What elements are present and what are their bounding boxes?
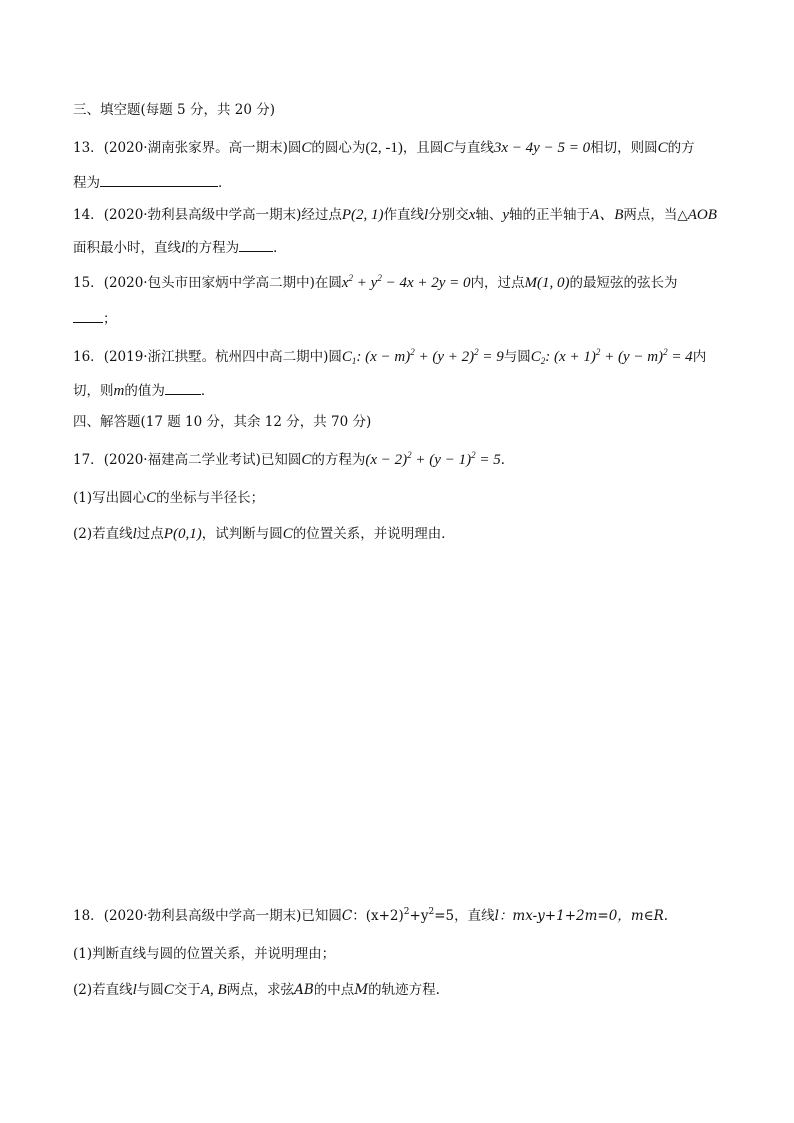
question-15-line-2: ； <box>73 309 734 329</box>
question-15-line-1: 15．(2020·包头市田家炳中学高二期中)在圆$x^2 + y^2 - 4x + 2y = 0$内，过点M(1, 0)的最短弦的弦长为 <box>73 273 678 291</box>
question-16-line-1: 16．(2019·浙江拱墅。杭州四中高二期中)圆$C_1$: $(x - m)^2 + (y + 2)^2 = 9$与圆$C_2$: $(x + 1)^2 + (y - m)^2 = 4$内 <box>73 347 707 366</box>
answer-blank[interactable] <box>165 381 201 395</box>
question-18-line-1: 18．(2020·勃利县高级中学高一期末)已知圆C：$(x+2)^2+y^2=5$，直线l：mx-y+1+2m=0，m∈R. <box>73 907 669 924</box>
math-expression: $x^2 + y^2 - 4x + 2y = 0$ <box>341 273 471 291</box>
answer-blank[interactable] <box>239 238 273 252</box>
section-heading-fill-in: 三、填空题(每题 5 分，共 20 分) <box>73 102 275 118</box>
question-source: (2020·福建高二学业考试) <box>103 452 261 468</box>
math-expression: P(2, 1) <box>341 207 384 223</box>
math-expression: M(1, 0) <box>524 275 570 291</box>
question-17-line-1: 17．(2020·福建高二学业考试)已知圆C的方程为$(x - 2)^2 + (y - 1)^2 = 5$． <box>73 450 515 468</box>
math-expression: A, B <box>200 982 227 998</box>
section-heading-solutions: 四、解答题(17 题 10 分，其余 12 分，共 70 分) <box>73 414 372 430</box>
math-expression: : $(x - m)^2 + (y + 2)^2 = 9$ <box>356 347 504 365</box>
question-source: (2020·湖南张家界。高一期末) <box>103 140 288 156</box>
math-symbol: C <box>301 140 312 156</box>
math-expression: : $(x + 1)^2 + (y - m)^2 = 4$ <box>545 347 693 365</box>
question-number: 16． <box>73 349 104 365</box>
question-16-line-2: 切，则m的值为 ． <box>73 383 215 399</box>
question-number: 18． <box>73 908 104 924</box>
question-17-part-1: (1)写出圆心C的坐标与半径长； <box>73 490 265 506</box>
question-number: 15． <box>73 275 104 291</box>
question-number: 14． <box>73 207 104 223</box>
question-number: 13． <box>73 140 104 156</box>
answer-blank[interactable] <box>100 173 218 187</box>
answer-blank[interactable] <box>73 309 103 323</box>
question-18-part-1: (1)判断直线与圆的位置关系，并说明理由； <box>73 946 336 962</box>
question-source: (2020·包头市田家炳中学高二期中) <box>103 275 315 291</box>
question-14-line-1: 14．(2020·勃利县高级中学高一期末)经过点P(2, 1)作直线l分别交x轴、y轴的正半轴于A、B两点，当△AOB <box>73 207 717 223</box>
question-number: 17． <box>73 452 104 468</box>
question-14-line-2: 面积最小时，直线l的方程为 ． <box>73 240 287 256</box>
question-13-line-2: 程为 ． <box>73 175 232 191</box>
question-13-line-1: 13．(2020·湖南张家界。高一期末)圆C的圆心为(2, -1)，且圆C与直线3x − 4y − 5 = 0相切，则圆C的方 <box>73 140 695 156</box>
question-17-part-2: (2)若直线l过点P(0,1)，试判断与圆C的位置关系，并说明理由． <box>73 526 455 542</box>
math-expression: P(0,1) <box>163 526 202 542</box>
question-18-part-2: (2)若直线l与圆C交于A, B两点，求弦AB的中点M的轨迹方程. <box>73 982 440 998</box>
question-source: (2020·勃利县高级中学高一期末) <box>103 908 302 924</box>
math-expression: (2, -1) <box>365 140 403 156</box>
math-expression: $(x - 2)^2 + (y - 1)^2 = 5$ <box>365 450 501 468</box>
question-source: (2019·浙江拱墅。杭州四中高二期中) <box>103 349 329 365</box>
question-source: (2020·勃利县高级中学高一期末) <box>103 207 302 223</box>
math-expression: 3x − 4y − 5 = 0 <box>493 140 591 156</box>
